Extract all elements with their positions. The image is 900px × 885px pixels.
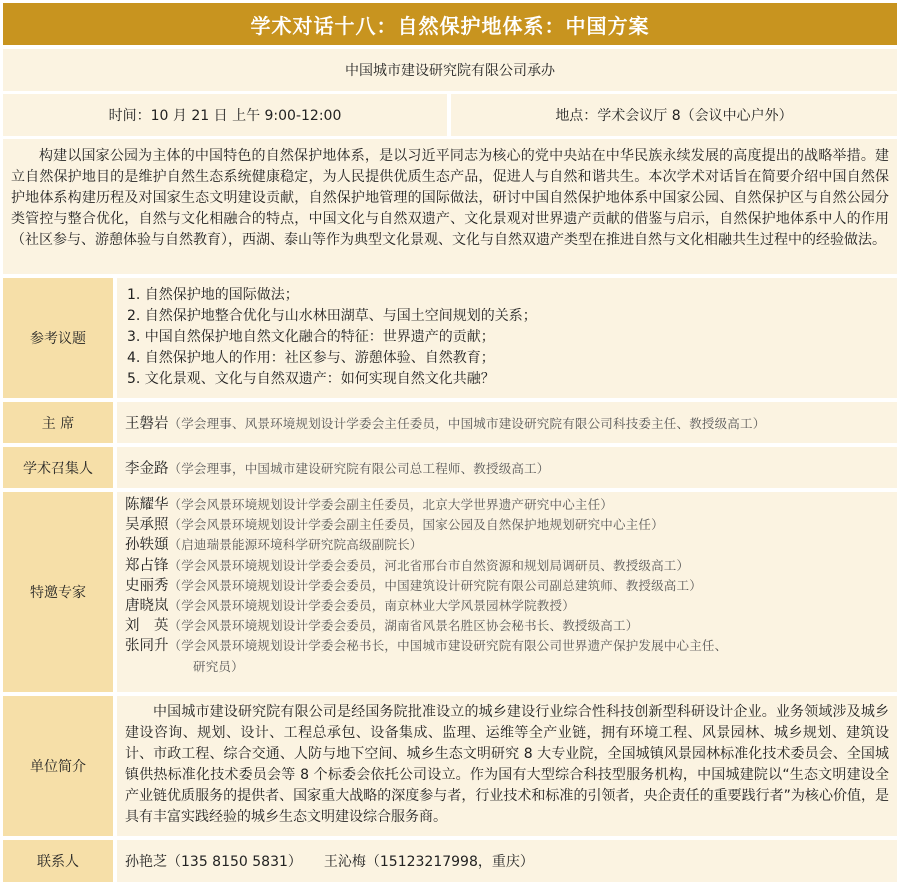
expert-row — [125, 495, 897, 515]
expert-row — [125, 596, 897, 616]
time-cell: 时间：10 月 21 日 上午 9:00-12:00 — [3, 94, 447, 136]
expert-desc: （学会风景环境规划设计学委会委员，河北省邢台市自然资源和规划局调研员、教授级高工） — [168, 557, 690, 573]
expert-row — [125, 576, 897, 596]
expert-desc: （学会风景环境规划设计学委会副主任委员，国家公园及自然保护地规划研究中心主任） — [168, 517, 664, 533]
topic-item: 2. 自然保护地整合优化与山水林田湖草、与国土空间规划的关系； — [127, 308, 537, 324]
expert-row — [125, 515, 897, 535]
expert-desc: （学会风景环境规划设计学委会秘书长，中国城市建设研究院有限公司世界遗产保护发展中心主任、 — [168, 638, 728, 654]
expert-desc: （启迪瑞景能源环境科学研究院高级副院长） — [168, 537, 423, 553]
expert-name: 刘 英 — [125, 618, 169, 635]
place-cell: 地点：学术会议厅 8（会议中心户外） — [451, 94, 897, 136]
expert-name: 史丽秀 — [125, 577, 169, 594]
topic-item: 3. 中国自然保护地自然文化融合的特征：世界遗产的贡献； — [127, 329, 495, 345]
convener-name: 李金路 — [125, 461, 169, 477]
time-place-row — [3, 94, 897, 136]
expert-desc: （学会风景环境规划设计学委会委员，南京林业大学风景园林学院教授） — [168, 598, 575, 614]
expert-row-continuation — [125, 657, 897, 677]
topics-label: 参考议题 — [3, 278, 113, 398]
unit-paragraph: 中国城市建设研究院有限公司是经国务院批准设立的城乡建设行业综合性科技创新型科研设计企业。业务领域涉及城乡建设咨询、规划、设计、工程总承包、设备集成、监理、运维等全产业链，拥有环境工程、风景园林、城乡规划、建筑设计、市政工程、综合交通、人防与地下空间、城乡生态文明研究 8 大专业院，全国城镇风景园林标准化技术委员会、全国城镇供热标准化技术委员会等 8 个标委会依托公司设立。作为国有大型综合科技型服务机构，中国城建院以“生态文明建设全产业链优质服务的提供者、国家重大战略的深度参与者，行业技术和标准的引领者，央企责任的重要践行者”为核心价值，是具有丰富实践经验的城乡生态文明建设综合服务商。 — [117, 696, 897, 836]
expert-name: 陈耀华 — [125, 497, 169, 513]
experts-list — [117, 492, 897, 692]
expert-name: 郑占锋 — [125, 557, 169, 574]
expert-desc: （学会风景环境规划设计学委会委员，中国建筑设计研究院有限公司副总建筑师、教授级高工） — [168, 577, 702, 593]
expert-desc: （学会风景环境规划设计学委会副主任委员，北京大学世界遗产研究中心主任） — [168, 497, 614, 512]
expert-name: 张同升 — [125, 638, 169, 655]
expert-row — [125, 616, 897, 636]
topics-list — [117, 278, 897, 398]
convener-content — [117, 447, 897, 488]
chair-label: 主 席 — [3, 402, 113, 443]
host-line: 中国城市建设研究院有限公司承办 — [3, 49, 897, 91]
unit-label: 单位简介 — [3, 696, 113, 836]
chair-name: 王磐岩 — [125, 416, 169, 432]
expert-row — [125, 556, 897, 576]
convener-label: 学术召集人 — [3, 447, 113, 488]
expert-name: 吴承照 — [125, 517, 169, 534]
contact-person-1: 孙艳芝（135 8150 5831） — [125, 854, 302, 870]
expert-desc: （学会风景环境规划设计学委会委员，湖南省风景名胜区协会秘书长、教授级高工） — [168, 618, 639, 634]
topic-item: 1. 自然保护地的国际做法； — [127, 287, 299, 303]
chair-desc: （学会理事、风景环境规划设计学委会主任委员，中国城市建设研究院有限公司科技委主任、教授级高工） — [168, 415, 766, 431]
contact-person-2: 王沁梅（15123217998，重庆） — [323, 854, 534, 870]
convener-desc: （学会理事，中国城市建设研究院有限公司总工程师、教授级高工） — [168, 460, 550, 476]
expert-desc-continuation: 研究员） — [193, 658, 244, 674]
contact-content — [117, 840, 897, 882]
expert-row — [125, 535, 897, 555]
page-title: 学术对话十八：自然保护地体系：中国方案 — [3, 3, 897, 45]
intro-paragraph: 构建以国家公园为主体的中国特色的自然保护地体系，是以习近平同志为核心的党中央站在中华民族永续发展的高度提出的战略举措。建立自然保护地目的是维护自然生态系统健康稳定，为人民提供优质生态产品，促进人与自然和谐共生。本次学术对话旨在简要介绍中国自然保护地体系构建历程及对国家生态文明建设贡献，自然保护地管理的国际做法，研讨中国自然保护地体系中国家公园、自然保护区与自然公园分类管控与整合优化，自然与文化相融合的特点，中国文化与自然双遗产、文化景观对世界遗产贡献的借鉴与启示，自然保护地体系中人的作用（社区参与、游憩体验与自然教育），西湖、泰山等作为典型文化景观、文化与自然双遗产类型在推进自然与文化相融共生过程中的经验做法。 — [3, 139, 897, 274]
expert-row — [125, 636, 897, 656]
chair-content — [117, 402, 897, 443]
experts-label: 特邀专家 — [3, 492, 113, 692]
topic-item: 4. 自然保护地人的作用：社区参与、游憩体验、自然教育； — [127, 350, 495, 366]
contact-label: 联系人 — [3, 840, 113, 882]
expert-name: 孙轶頲 — [125, 537, 169, 554]
topic-item: 5. 文化景观、文化与自然双遗产：如何实现自然文化共融？ — [127, 371, 495, 387]
expert-name: 唐晓岚 — [125, 598, 169, 615]
